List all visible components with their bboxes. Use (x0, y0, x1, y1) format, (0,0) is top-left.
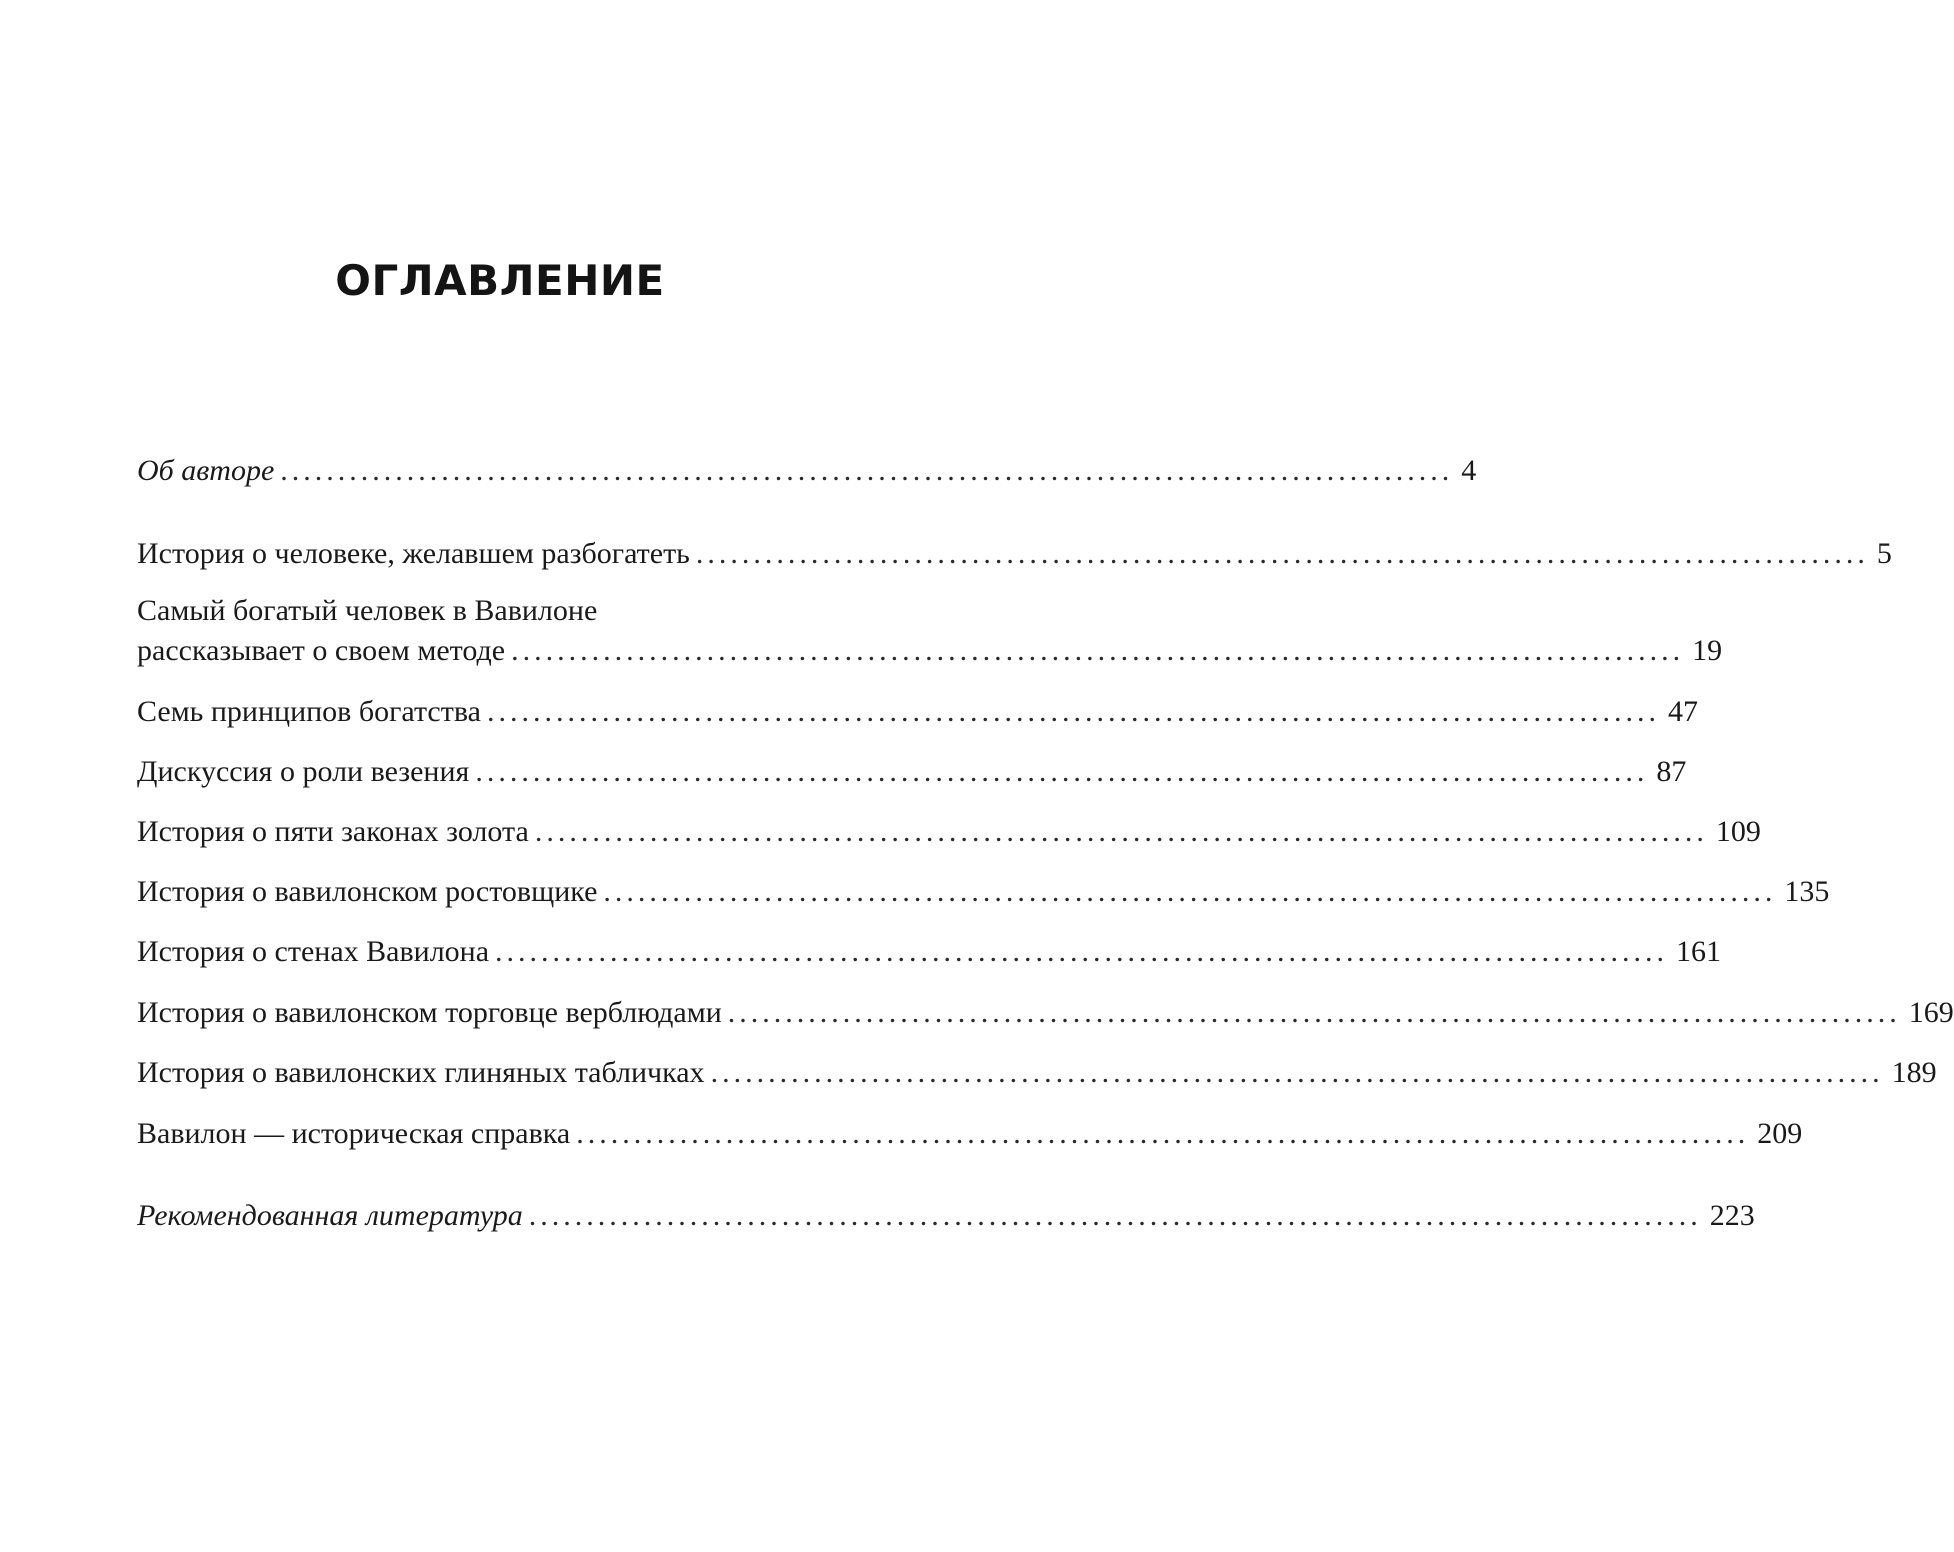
toc-entry-chapter-5[interactable] (137, 812, 1761, 852)
toc-page-number: 4 (1461, 454, 1477, 487)
toc-entry-title: История о вавилонских глиняных табличках (137, 1056, 705, 1089)
toc-entry-title-line-1: Самый богатый человек в Вавилоне (137, 594, 598, 627)
toc-entry-title: История о вавилонском торговце верблюдами (137, 996, 722, 1029)
dot-leader: ...................................................................................................... (710, 1056, 1884, 1089)
toc-entry-title-line-2: рассказывает о своем методе (137, 634, 506, 667)
dot-leader: ...................................................................................................... (475, 755, 1649, 788)
dot-leader: ...................................................................................................... (486, 695, 1660, 728)
toc-page-number: 109 (1715, 815, 1761, 848)
toc-page-number: 161 (1676, 935, 1722, 968)
toc-page-number: 5 (1876, 537, 1892, 570)
toc-page-number: 209 (1757, 1117, 1803, 1150)
dot-leader: ...................................................................................................... (528, 1199, 1702, 1232)
toc-entry-title: История о стенах Вавилона (137, 935, 490, 968)
dot-leader: ...................................................................................................... (727, 996, 1901, 1029)
dot-leader: ...................................................................................................... (280, 454, 1454, 487)
toc-entry-chapter-4[interactable] (137, 752, 1687, 792)
toc-page-number: 19 (1692, 634, 1723, 667)
page-title: ОГЛАВЛЕНИЕ (335, 256, 665, 305)
toc-entry-title: Вавилон — историческая справка (137, 1117, 571, 1150)
toc-entry-title: Рекомендованная литература (137, 1199, 523, 1232)
toc-entry-chapter-2[interactable] (137, 591, 1723, 671)
toc-page-number: 87 (1656, 755, 1687, 788)
toc-entry-chapter-8[interactable] (137, 993, 1954, 1033)
dot-leader: ...................................................................................................... (695, 537, 1869, 570)
toc-entry-chapter-6[interactable] (137, 872, 1830, 912)
toc-entry-title: История о человеке, желавшем разбогатеть (137, 537, 690, 570)
toc-entry-title: Об авторе (137, 454, 275, 487)
dot-leader: ...................................................................................................... (576, 1117, 1750, 1150)
toc-entry-chapter-9[interactable] (137, 1053, 1937, 1093)
toc-entry-title: Дискуссия о роли везения (137, 755, 470, 788)
toc-entry-historical-note[interactable] (137, 1114, 1803, 1154)
dot-leader: ...................................................................................................... (511, 634, 1685, 667)
toc-entry-title: История о пяти законах золота (137, 815, 529, 848)
toc-entry-title: История о вавилонском ростовщике (137, 875, 598, 908)
toc-page-number: 189 (1891, 1056, 1937, 1089)
toc-entry-chapter-7[interactable] (137, 932, 1722, 972)
toc-entry-about-author[interactable] (137, 451, 1477, 491)
toc-entry-chapter-1[interactable] (137, 534, 1892, 574)
toc-page-number: 135 (1784, 875, 1830, 908)
toc-entry-chapter-3[interactable] (137, 692, 1698, 732)
toc-entry-recommended-reading[interactable] (137, 1196, 1755, 1236)
dot-leader: ...................................................................................................... (603, 875, 1777, 908)
toc-page-number: 223 (1709, 1199, 1755, 1232)
toc-entry-title: Семь принципов богатства (137, 695, 481, 728)
dot-leader: ...................................................................................................... (495, 935, 1669, 968)
toc-page-number: 169 (1908, 996, 1954, 1029)
toc-page-number: 47 (1667, 695, 1698, 728)
dot-leader: ...................................................................................................... (534, 815, 1708, 848)
